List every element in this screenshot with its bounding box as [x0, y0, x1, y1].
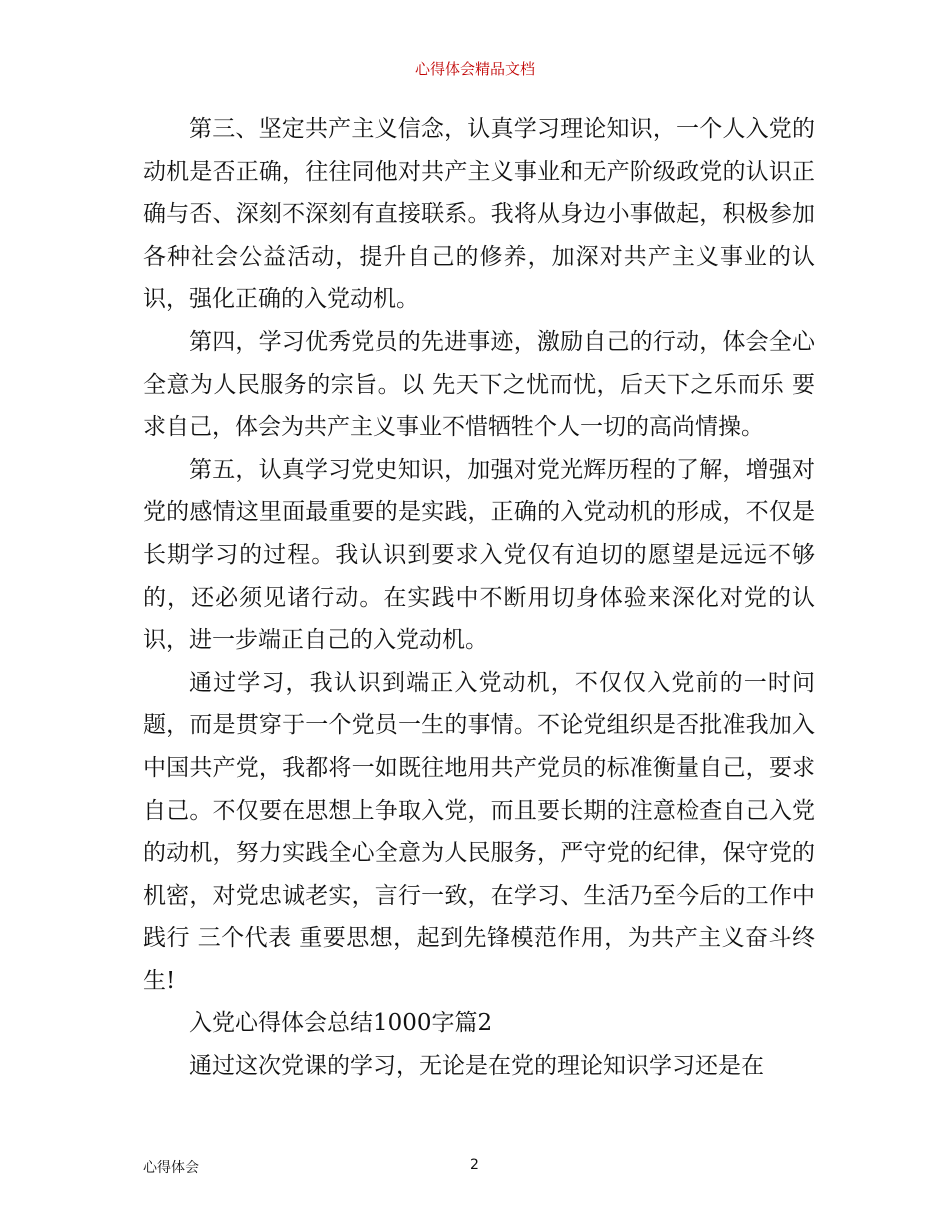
paragraph-article-2-intro: 通过这次党课的学习，无论是在党的理论知识学习还是在 [189, 1053, 764, 1080]
paragraph-fifth-point: 第五，认真学习党史知识，加强对党光辉历程的了解，增强对党的感情这里面最重要的是实践，正确的入党动机的形成，不仅是长期学习的过程。我认识到要求入党仅有迫切的愿望是远远不够的，还必须见诸行动。在实践中不断用切身体验来深化对党的认识，进一步端正自己的入党动机。 [143, 456, 815, 654]
paragraph-third-point: 第三、坚定共产主义信念，认真学习理论知识，一个人入党的动机是否正确，往往同他对共产主义事业和无产阶级政党的认识正确与否、深刻不深刻有直接联系。我将从身边小事做起，积极参加各种社会公益活动，提升自己的修养，加深对共产主义事业的认识，强化正确的入党动机。 [143, 116, 815, 313]
footer-label: 心得体会 [143, 1160, 199, 1176]
section-heading-article-2: 入党心得体会总结1000字篇2 [189, 1010, 493, 1037]
document-body [143, 108, 815, 1088]
page-number: 2 [470, 1157, 479, 1173]
page-footer [0, 1157, 950, 1177]
paragraph-conclusion: 通过学习，我认识到端正入党动机，不仅仅入党前的一时问题，而是贯穿于一个党员一生的事情。不论党组织是否批准我加入中国共产党，我都将一如既往地用共产党员的标准衡量自己，要求自己。不仅要在思想上争取入党，而且要长期的注意检查自己入党的动机，努力实践全心全意为人民服务，严守党的纪律，保守党的机密，对党忠诚老实，言行一致，在学习、生活乃至今后的工作中践行 三个代表 重要思想，起到先锋模范作用，为共产主义奋斗终生! [143, 669, 815, 994]
paragraph-fourth-point: 第四，学习优秀党员的先进事迹，激励自己的行动，体会全心全意为人民服务的宗旨。以 先天下之忧而忧，后天下之乐而乐 要求自己，体会为共产主义事业不惜牺牲个人一切的高尚情操。 [143, 328, 815, 441]
page-header-title: 心得体会精品文档 [414, 60, 535, 78]
